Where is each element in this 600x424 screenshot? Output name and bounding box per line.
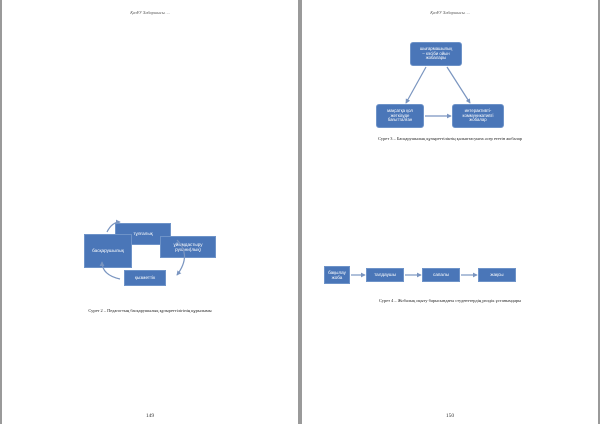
chain-node-2: талдаушы	[366, 268, 404, 282]
figure-caption-3: Сурет 3 – Басқарушылық құзыреттіліктің қалыптасуына әсер ететін жобалар	[378, 136, 522, 141]
running-head-left: ҚазҰУ Хабаршысы. ...	[130, 10, 170, 15]
diagram-node-managerial: басқарушылық	[84, 234, 132, 268]
diagram-node-personal: тұлғалық	[115, 223, 171, 245]
diagram-node-goal-oriented: мақсатқа қол жеткізуде бағытталған	[376, 104, 424, 128]
running-head-right: ҚазҰУ Хабаршысы. ...	[430, 10, 470, 15]
page-number-left: 149	[145, 413, 155, 419]
diagram-node-creative-projects: шығармашылық – кәсіби ойын жобалары	[410, 42, 462, 66]
right-page	[302, 0, 598, 424]
left-page	[2, 0, 298, 424]
chain-node-1: бақылау жоба	[324, 266, 350, 284]
chain-node-3: сапалы	[422, 268, 460, 282]
figure-caption-4: Сурет 4 – Жобалық оқыту барысындағы студенттердің рөлдік ұстанымдары	[378, 298, 522, 303]
diagram-node-functional: қызметтік	[124, 270, 166, 286]
diagram-arrows	[2, 0, 298, 424]
page-number-right: 150	[445, 413, 455, 419]
chain-node-4: жақсы	[478, 268, 516, 282]
diagram-node-organizational: ұйымдастыру рухани(лық)	[160, 236, 216, 258]
figure-caption-2: Сурет 2 – Педагогтың басқарушылық құзыреттілігінің құрылымы	[88, 308, 212, 313]
diagram-node-interactive-projects: интерактивті- коммуникативті жобалар	[452, 104, 504, 128]
